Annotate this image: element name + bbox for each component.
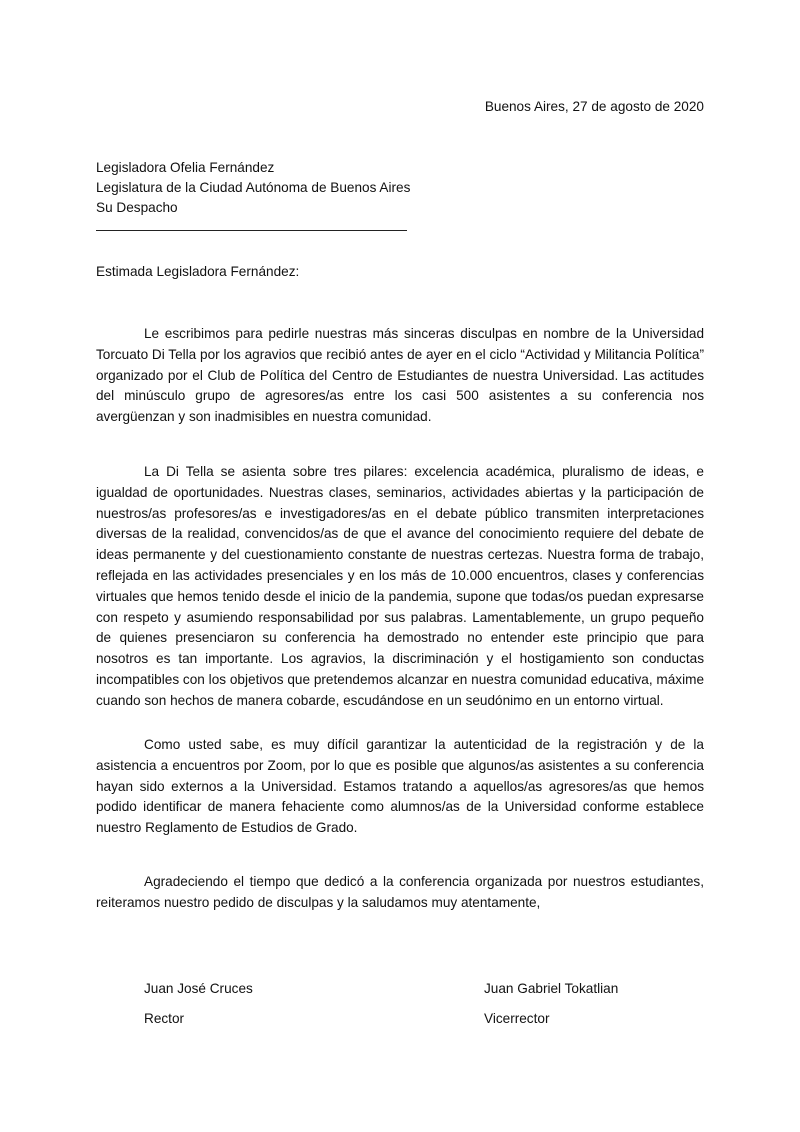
- signatory-2-title: Vicerrector: [484, 1011, 550, 1026]
- date-line: Buenos Aires, 27 de agosto de 2020: [484, 99, 704, 114]
- recipient-name: Legisladora Ofelia Fernández: [96, 160, 275, 175]
- salutation: Estimada Legisladora Fernández:: [96, 264, 300, 279]
- signatory-1-name: Juan José Cruces: [144, 981, 253, 996]
- signatory-1-title: Rector: [144, 1011, 185, 1026]
- body-paragraph-2: La Di Tella se asienta sobre tres pilares: excelencia académica, pluralismo de ideas, e igualdad de oportunidades. Nuestras clases, seminarios, actividades abiertas y la participación de nuestros/as profesores/as e investigadores/as en el debate público transmiten interpretaciones diversas de la realidad, convencidos/as de que el avance del conocimiento requiere del debate de ideas permanente y del cuestionamiento constante de nuestras certezas. Nuestra forma de trabajo, reflejada en las actividades presenciales y en los más de 10.000 encuentros, clases y conferencias virtuales que hemos tenido desde el inicio de la pandemia, supone que todas/os puedan expresarse con respeto y asumiendo responsabilidad por sus palabras. Lamentablemente, un grupo pequeño de quienes presenciaron su conferencia ha demostrado no entender este principio que para nosotros es tan importante. Los agravios, la discriminación y el hostigamiento son conductas incompatibles con los objetivos que pretendemos alcanzar en nuestra comunidad educativa, máxime cuando son hechos de manera cobarde, escudándose en un seudónimo en un entorno virtual.: [96, 464, 704, 708]
- signatory-2-name: Juan Gabriel Tokatlian: [484, 981, 619, 996]
- address-divider: [96, 230, 407, 231]
- recipient-block: [96, 158, 410, 218]
- body-paragraph-3: Como usted sabe, es muy difícil garantizar la autenticidad de la registración y de la asistencia a encuentros por Zoom, por lo que es posible que algunos/as asistentes a su conferencia hayan sido externos a la Universidad. Estamos tratando a aquellos/as agresores/as que hemos podido identificar de manera fehaciente como alumnos/as de la Universidad conforme establece nuestro Reglamento de Estudios de Grado.: [96, 737, 704, 836]
- body-paragraph-4: Agradeciendo el tiempo que dedicó a la conferencia organizada por nuestros estudiantes, reiteramos nuestro pedido de disculpas y la saludamos muy atentamente,: [96, 874, 704, 910]
- body-paragraph-1: Le escribimos para pedirle nuestras más sinceras disculpas en nombre de la Universidad Torcuato Di Tella por los agravios que recibió antes de ayer en el ciclo “Actividad y Militancia Política” organizado por el Club de Política del Centro de Estudiantes de nuestra Universidad. Las actitudes del minúsculo grupo de agresores/as entre los casi 500 asistentes a su conferencia nos avergüenzan y son inadmisibles en nuestra comunidad.: [96, 326, 704, 425]
- recipient-office: Su Despacho: [96, 200, 178, 215]
- recipient-institution: Legislatura de la Ciudad Autónoma de Buenos Aires: [96, 180, 411, 195]
